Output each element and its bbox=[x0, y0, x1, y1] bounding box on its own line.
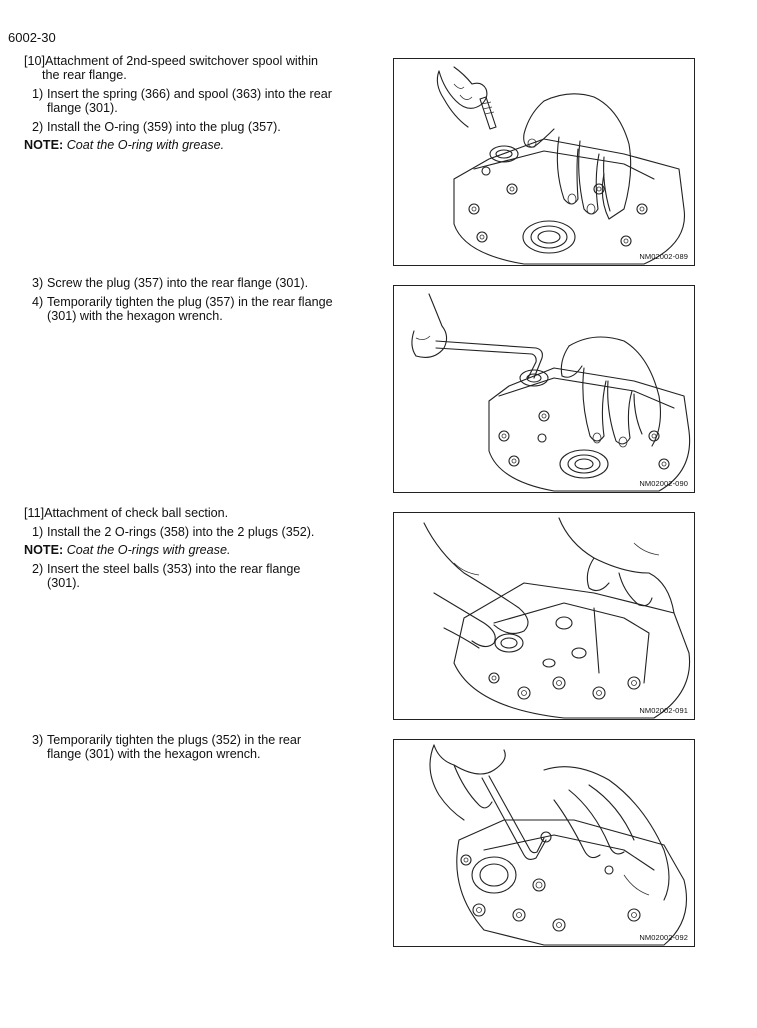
step-item: 4) Temporarily tighten the plug (357) in the rear flange (301) with the hexagon wrench. bbox=[32, 295, 333, 323]
figure-code: NM02002-092 bbox=[639, 933, 688, 942]
figure-plug-hex-wrench bbox=[393, 739, 695, 947]
step-item: 2) Install the O-ring (359) into the plug (357). bbox=[32, 120, 281, 134]
section-11-continued bbox=[20, 733, 365, 761]
figure-code: NM02002-091 bbox=[639, 706, 688, 715]
figure-code: NM02002-089 bbox=[639, 252, 688, 261]
figure-check-ball-plugs bbox=[393, 512, 695, 720]
illustration-hands-o-rings bbox=[394, 513, 695, 720]
page-number: 6002-30 bbox=[8, 30, 56, 45]
section-10-continued bbox=[20, 276, 365, 323]
section-10 bbox=[20, 54, 365, 152]
step-item: 3) Screw the plug (357) into the rear flange (301). bbox=[32, 276, 309, 290]
section-11 bbox=[20, 506, 365, 590]
note: NOTE: Coat the O-rings with grease. bbox=[24, 543, 231, 557]
illustration-hands-spring-spool bbox=[394, 59, 695, 266]
note: NOTE: Coat the O-ring with grease. bbox=[24, 138, 225, 152]
figure-code: NM02002-090 bbox=[639, 479, 688, 488]
step-item: 1) Insert the spring (366) and spool (363) into the rear flange (301). bbox=[32, 87, 332, 115]
section-heading-continued: the rear flange. bbox=[42, 68, 127, 82]
figure-spool-insertion bbox=[393, 58, 695, 266]
step-item: 3) Temporarily tighten the plugs (352) in the rear flange (301) with the hexagon wrench. bbox=[32, 733, 302, 761]
figure-plug-tightening bbox=[393, 285, 695, 493]
illustration-hex-wrench-plugs bbox=[394, 740, 695, 947]
step-item: 2) Insert the steel balls (353) into the rear flange (301). bbox=[32, 562, 301, 590]
section-heading: [11]Attachment of check ball section. bbox=[24, 506, 229, 520]
section-heading: [10]Attachment of 2nd-speed switchover spool within bbox=[24, 54, 319, 68]
illustration-hex-wrench-plug bbox=[394, 286, 695, 493]
step-item: 1) Install the 2 O-rings (358) into the 2 plugs (352). bbox=[32, 525, 315, 539]
